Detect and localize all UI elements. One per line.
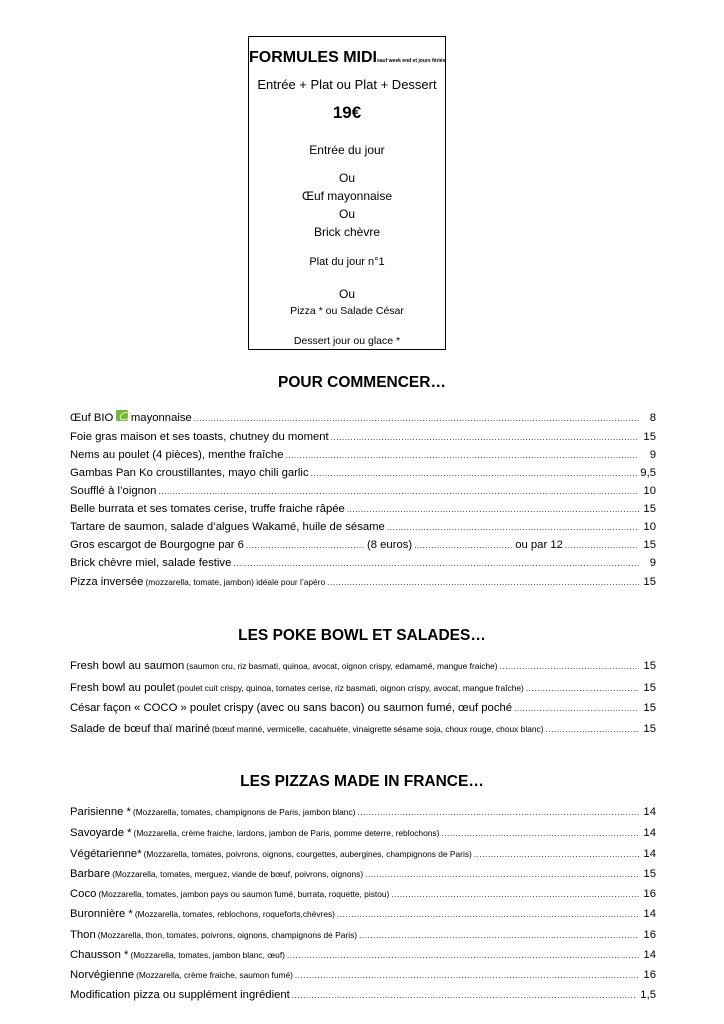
item-name: Savoyarde * xyxy=(70,827,132,839)
item-description: (mozzarella, tomate, jambon) idéale pour l’apéro xyxy=(145,577,326,587)
formules-line: Plat du jour n°1 xyxy=(309,256,385,268)
item-price: 16 xyxy=(643,888,656,900)
item-name: Salade de bœuf thaï mariné xyxy=(70,723,211,735)
dot-leader xyxy=(500,659,639,674)
dot-leader xyxy=(526,681,639,696)
menu-item xyxy=(70,906,656,922)
dot-leader xyxy=(359,928,639,943)
item-price: 16 xyxy=(643,969,656,981)
menu-item xyxy=(70,866,656,882)
item-description: (Mozzarella, thon, tomates, poivrons, oignons, champignons de Paris) xyxy=(97,930,358,940)
item-name: Gambas Pan Ko croustillantes, mayo chili garlic xyxy=(70,467,309,479)
dot-leader xyxy=(287,948,639,963)
item-description: (Mozzarella, crème fraiche, lardons, jambon de Paris, pomme deterre, reblochons) xyxy=(133,828,440,838)
dot-leader xyxy=(311,466,638,481)
item-description: (Mozzarella, tomates, poivrons, oignons, courgettes, aubergines, champignons de Paris) xyxy=(143,849,472,859)
dot-leader xyxy=(246,538,364,553)
formules-line: Œuf mayonnaise xyxy=(301,189,393,203)
item-name: Œuf BIO xyxy=(70,412,114,424)
section-title-pour-commencer: POUR COMMENCER… xyxy=(278,374,446,391)
menu-item xyxy=(70,501,656,517)
menu-item xyxy=(70,429,656,445)
section-title-poke-bowl: LES POKE BOWL ET SALADES… xyxy=(238,627,486,644)
item-price: 1,5 xyxy=(640,989,656,1001)
item-price: 9 xyxy=(649,449,656,461)
dot-leader xyxy=(286,448,640,463)
item-description: (Mozzarella, crème fraiche, saumon fumé) xyxy=(136,970,293,980)
item-description: (Mozzarella, tomates, jambon blanc, œuf) xyxy=(130,950,285,960)
item-price: 10 xyxy=(643,485,656,497)
item-name: Nems au poulet (4 pièces), menthe fraîche xyxy=(70,449,284,461)
item-name: Fresh bowl au poulet xyxy=(70,682,175,694)
menu-item xyxy=(70,721,656,737)
item-price: 14 xyxy=(643,848,656,860)
dot-leader xyxy=(391,887,639,902)
item-price: 15 xyxy=(643,868,656,880)
dot-leader xyxy=(474,847,639,862)
formules-midi-box xyxy=(248,36,446,350)
dot-leader xyxy=(337,907,639,922)
section-title-pizzas: LES PIZZAS MADE IN FRANCE… xyxy=(240,773,484,790)
menu-item xyxy=(70,555,656,571)
formules-line: Ou xyxy=(338,171,355,185)
dot-leader xyxy=(158,484,639,499)
item-name: Modification pizza ou supplément ingrédient xyxy=(70,989,290,1001)
menu-item xyxy=(70,465,656,481)
menu-item xyxy=(70,658,656,674)
menu-item xyxy=(70,537,656,553)
item-mid-text: ou par 12 xyxy=(515,539,563,551)
menu-item xyxy=(70,886,656,902)
item-name: Fresh bowl au saumon xyxy=(70,660,185,672)
item-price: 8 xyxy=(649,412,656,424)
formules-line: Brick chèvre xyxy=(313,225,381,239)
formules-title-text: FORMULES MIDI xyxy=(249,49,377,66)
item-description: (Mozzarella, tomates, reblochons, roqueforts,chèvres) xyxy=(134,909,335,919)
menu-item xyxy=(70,700,656,716)
menu-item xyxy=(70,927,656,943)
dot-leader xyxy=(194,411,639,426)
item-name: Belle burrata et ses tomates cerise, truffe fraiche râpée xyxy=(70,503,345,515)
item-name: Barbare xyxy=(70,868,111,880)
item-name: Norvégienne xyxy=(70,969,135,981)
dot-leader xyxy=(327,575,639,590)
item-description: (Mozzarella, tomates, champignons de Paris, jambon blanc) xyxy=(132,807,356,817)
item-name: Gros escargot de Bourgogne par 6 xyxy=(70,539,244,551)
item-description: (Mozzarella, tomates, jambon pays ou saumon fumé, burrata, roquette, pistou) xyxy=(98,889,390,899)
item-price: 14 xyxy=(643,908,656,920)
menu-item xyxy=(70,825,656,841)
dot-leader xyxy=(233,556,639,571)
item-price: 15 xyxy=(643,723,656,735)
item-price: 14 xyxy=(643,949,656,961)
item-name: Coco xyxy=(70,888,97,900)
item-price: 9,5 xyxy=(640,467,656,479)
item-price: 15 xyxy=(643,503,656,515)
item-price: 15 xyxy=(643,431,656,443)
menu-item xyxy=(70,519,656,535)
dot-leader xyxy=(565,538,639,553)
menu-item xyxy=(70,680,656,696)
item-name: Thon xyxy=(70,929,96,941)
item-price: 15 xyxy=(643,539,656,551)
item-name: Buronnière * xyxy=(70,908,133,920)
item-price: 14 xyxy=(643,806,656,818)
formules-line: Entrée du jour xyxy=(309,143,385,157)
item-name: Soufflé à l’oignon xyxy=(70,485,157,497)
menu-item xyxy=(70,846,656,862)
formules-price: 19€ xyxy=(332,103,362,122)
item-name-suffix: mayonnaise xyxy=(130,412,192,424)
menu-item xyxy=(70,483,656,499)
formules-title-note: sauf week end et jours fériés xyxy=(377,58,446,64)
dot-leader xyxy=(414,538,512,553)
menu-item xyxy=(70,447,656,463)
menu-item xyxy=(70,967,656,983)
item-price: 10 xyxy=(643,521,656,533)
item-name: Parisienne * xyxy=(70,806,131,818)
item-description: (poulet cuit crispy, quinoa, tomates cerise, riz basmati, oignon crispy, avocat, mangue fraîche) xyxy=(176,683,524,693)
dot-leader xyxy=(514,701,639,716)
item-name: Végétarienne* xyxy=(70,848,142,860)
dot-leader xyxy=(365,867,639,882)
formules-subtitle: Entrée + Plat ou Plat + Dessert xyxy=(257,77,437,92)
bio-leaf-icon xyxy=(116,410,128,421)
menu-item xyxy=(70,947,656,963)
item-name: César façon « COCO » poulet crispy (avec ou sans bacon) ou saumon fumé, œuf poché xyxy=(70,702,513,714)
dot-leader xyxy=(292,988,637,1003)
item-price: 14 xyxy=(643,827,656,839)
item-price: 15 xyxy=(643,682,656,694)
formules-title xyxy=(249,49,445,67)
dot-leader xyxy=(357,805,639,820)
menu-item xyxy=(70,804,656,820)
item-price: 15 xyxy=(643,660,656,672)
item-price: 9 xyxy=(649,557,656,569)
item-price: 15 xyxy=(643,576,656,588)
item-name: Chausson * xyxy=(70,949,129,961)
item-name: Tartare de saumon, salade d’algues Wakamé, huile de sésame xyxy=(70,521,385,533)
dot-leader xyxy=(331,430,639,445)
menu-item xyxy=(70,410,656,426)
dot-leader xyxy=(295,968,639,983)
menu-item xyxy=(70,987,656,1003)
item-name: Foie gras maison et ses toasts, chutney du moment xyxy=(70,431,329,443)
item-name: Pizza inversée xyxy=(70,576,144,588)
dot-leader xyxy=(546,722,640,737)
item-description: (bœuf mariné, vermicelle, cacahuète, vinaigrette sésame soja, choux rouge, choux blanc) xyxy=(212,724,544,734)
dot-leader xyxy=(387,520,639,535)
item-price: 15 xyxy=(643,702,656,714)
menu-item xyxy=(70,574,656,590)
item-description: (Mozzarella, tomates, merguez, viande de bœuf, poivrons, oignons) xyxy=(112,869,364,879)
formules-line: Dessert jour ou glace * xyxy=(293,335,401,347)
item-price: 16 xyxy=(643,929,656,941)
formules-line: Ou xyxy=(338,287,355,301)
item-name: Brick chèvre miel, salade festive xyxy=(70,557,232,569)
dot-leader xyxy=(441,826,639,841)
item-description: (saumon cru, riz basmati, quinoa, avocat, oignon crispy, edamamé, mangue fraiche) xyxy=(186,661,498,671)
dot-leader xyxy=(347,502,639,517)
formules-line: Pizza * ou Salade César xyxy=(290,305,404,317)
formules-line: Ou xyxy=(338,207,355,221)
item-mid-text: (8 euros) xyxy=(366,539,413,551)
